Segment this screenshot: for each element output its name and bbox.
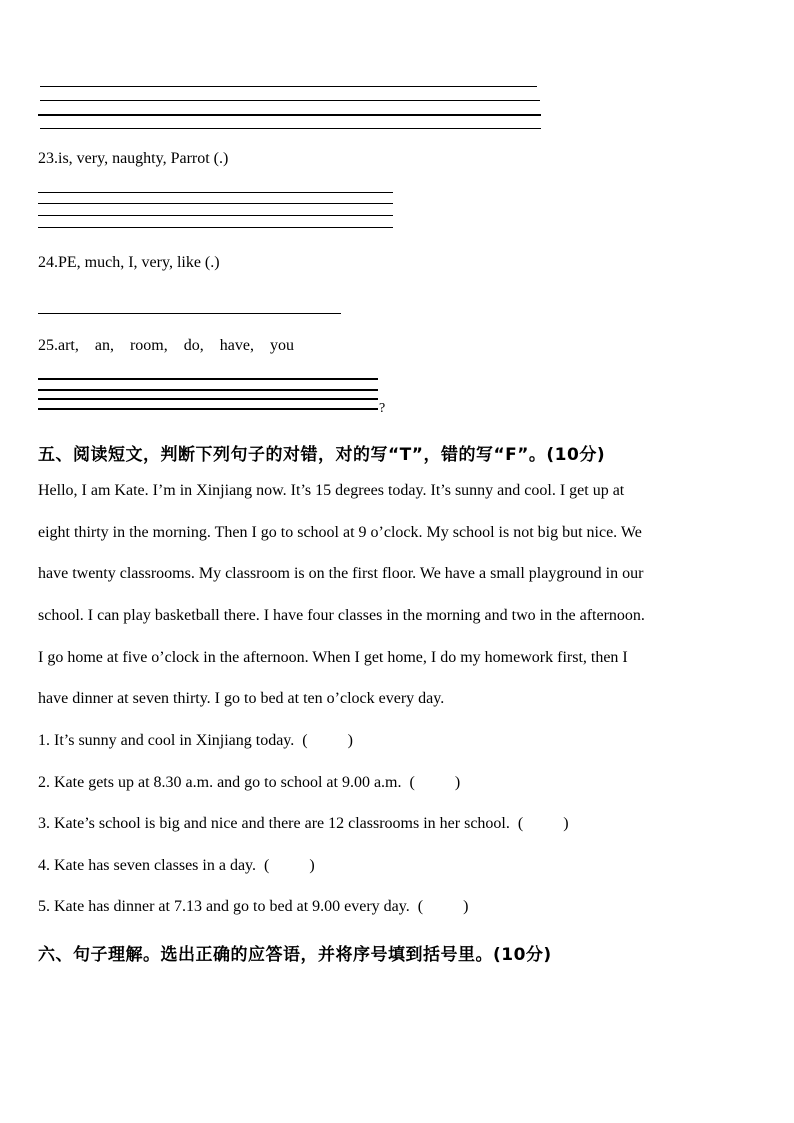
- judge-item-3[interactable]: 3. Kate’s school is big and nice and there are 12 classrooms in her school. ( ): [38, 815, 569, 832]
- passage-line: have dinner at seven thirty. I go to bed at ten o’clock every day.: [38, 690, 445, 707]
- answer-line[interactable]: [40, 128, 541, 129]
- question-24: 24.PE, much, I, very, like (.): [38, 254, 220, 271]
- answer-line[interactable]: [38, 398, 378, 400]
- answer-line[interactable]: [38, 114, 541, 116]
- answer-line[interactable]: [38, 203, 393, 204]
- question-25: 25.art, an, room, do, have, you: [38, 337, 294, 354]
- answer-line[interactable]: [40, 100, 540, 101]
- judge-item-5[interactable]: 5. Kate has dinner at 7.13 and go to bed at 9.00 every day. ( ): [38, 898, 469, 915]
- question-25-mark: ?: [379, 401, 386, 416]
- answer-line[interactable]: [38, 408, 378, 410]
- answer-line[interactable]: [40, 86, 537, 87]
- passage-line: school. I can play basketball there. I have four classes in the morning and two in the afternoon.: [38, 607, 645, 624]
- passage-line: I go home at five o’clock in the afternoon. When I get home, I do my homework first, then I: [38, 649, 628, 666]
- judge-item-1[interactable]: 1. It’s sunny and cool in Xinjiang today. ( ): [38, 732, 353, 749]
- answer-line[interactable]: [38, 215, 393, 216]
- passage-line: have twenty classrooms. My classroom is on the first floor. We have a small playground in our: [38, 565, 644, 582]
- judge-item-4[interactable]: 4. Kate has seven classes in a day. ( ): [38, 857, 315, 874]
- answer-line[interactable]: [38, 378, 378, 380]
- section-5-title: 五、阅读短文，判断下列句子的对错，对的写“T”，错的写“F”。(10分): [38, 445, 606, 465]
- answer-line[interactable]: [38, 313, 341, 314]
- passage-line: Hello, I am Kate. I’m in Xinjiang now. It’s 15 degrees today. It’s sunny and cool. I get up at: [38, 482, 625, 499]
- section-6-title: 六、句子理解。选出正确的应答语，并将序号填到括号里。(10分): [38, 945, 552, 965]
- answer-line[interactable]: [38, 227, 393, 228]
- passage-line: eight thirty in the morning. Then I go to school at 9 o’clock. My school is not big but nice. We: [38, 524, 642, 541]
- judge-item-2[interactable]: 2. Kate gets up at 8.30 a.m. and go to school at 9.00 a.m. ( ): [38, 774, 461, 791]
- answer-line[interactable]: [38, 192, 393, 193]
- question-23: 23.is, very, naughty, Parrot (.): [38, 150, 229, 167]
- answer-line[interactable]: [38, 389, 378, 391]
